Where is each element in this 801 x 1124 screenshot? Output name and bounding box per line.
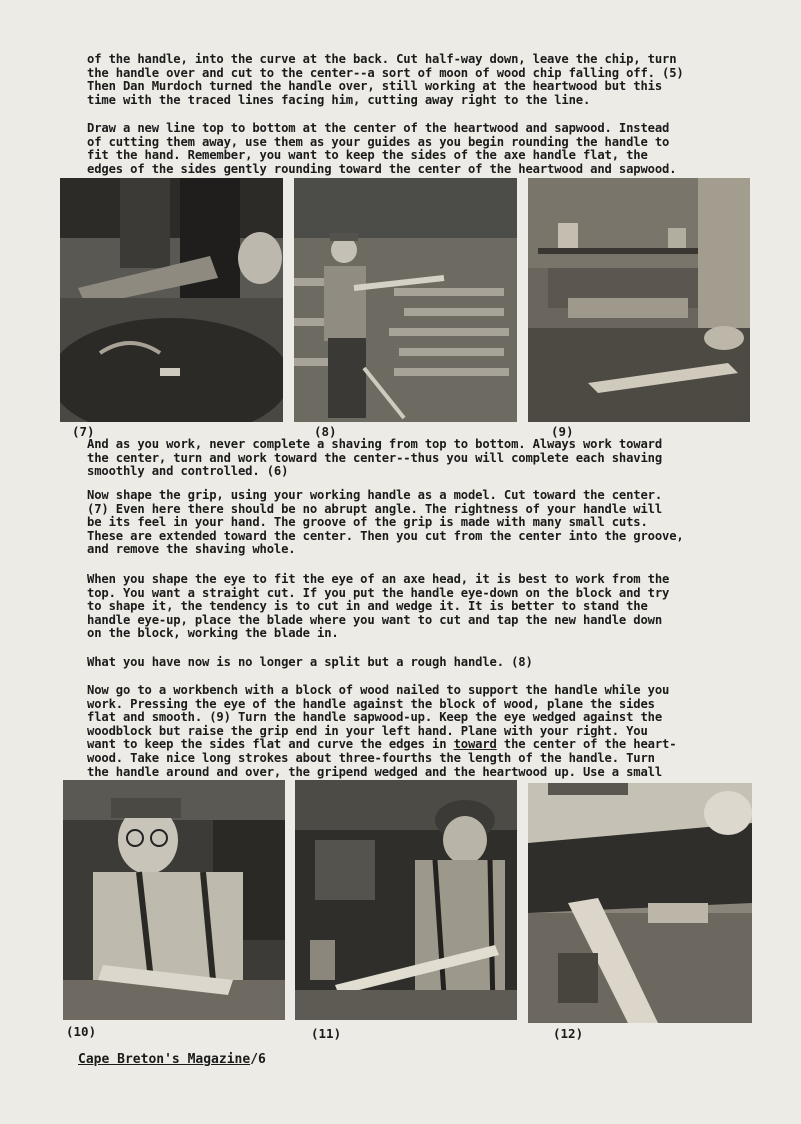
- caption-9: (9): [551, 424, 574, 439]
- caption-12: (12): [553, 1026, 584, 1041]
- caption-8: (8): [314, 424, 337, 439]
- photo-12-planing-closeup: [528, 783, 752, 1023]
- photo-7-axe-chopping: [60, 178, 283, 422]
- paragraph-2: Draw a new line top to bottom at the center of the heartwood and sapwood. Instead of cutting them away, use them as your guides as you begin rounding the handle to fit the hand. Remember, you want to keep the sides of the axe handle flat, the edges of the sides gently rounding toward the center of the heartwood and sapwood.: [87, 121, 677, 176]
- magazine-name: Cape Breton's Magazine: [78, 1052, 251, 1067]
- caption-7: (7): [72, 424, 95, 439]
- paragraph-5: When you shape the eye to fit the eye of an axe head, it is best to work from the top. You want a straight cut. If you put the handle eye-down on the block and try to shape it, the tendency is to cut in and wedge it. It is better to stand the handle eye-up, place the blade where you want to cut and tap the new handle down on the block, working the blade in.: [87, 572, 670, 641]
- paragraph-1: of the handle, into the curve at the back. Cut half-way down, leave the chip, turn the handle over and cut to the center--a sort of moon of wood chip falling off. (5) Then Dan Murdoch turned the handle over, still working at the heartwood but this time with the traced lines facing him, cutting away right to the line.: [87, 52, 684, 107]
- caption-10: (10): [66, 1024, 97, 1039]
- underlined-word: toward: [453, 737, 497, 752]
- paragraph-6: What you have now is no longer a split but a rough handle. (8): [87, 655, 533, 669]
- paragraph-7-text-end: the center of the heart- wood. Take nice long strokes about three-fourths the length of the handle. Turn the handle around and over, the gripend wedged and the heartwood up. Use a small: [87, 737, 677, 779]
- paragraph-7-text-start: Now go to a workbench with a block of wood nailed to support the handle while you work. Pressing the eye of the handle against the block of wood, plane the sides flat and smooth. (9) Turn the handle sapwood-up. Keep the eye wedged against the woodblock but raise the grip end in your left hand. Plane with your right. You want to keep the sides flat and curve the edges in: [87, 683, 670, 752]
- paragraph-4: Now shape the grip, using your working handle as a model. Cut toward the center. (7) Even here there should be no abrupt angle. The rightness of your handle will be its feel in your hand. The groove of the grip is made with many small cuts. These are extended toward the center. Then you cut from the center into the groove, and remove the shaving whole.: [87, 488, 684, 557]
- photo-9-planing-handle: [528, 178, 750, 422]
- photo-11-man-holding-handle: [295, 780, 517, 1020]
- photo-8-man-with-handle: [294, 178, 517, 422]
- paragraph-7: [87, 684, 676, 779]
- page-footer: [78, 1052, 266, 1067]
- page-number: /6: [250, 1052, 266, 1067]
- caption-11: (11): [311, 1026, 342, 1041]
- photo-10-man-at-workbench: [63, 780, 285, 1020]
- paragraph-3: And as you work, never complete a shaving from top to bottom. Always work toward the center, turn and work toward the center--thus you will complete each shaving smoothly and controlled. (6): [87, 437, 662, 479]
